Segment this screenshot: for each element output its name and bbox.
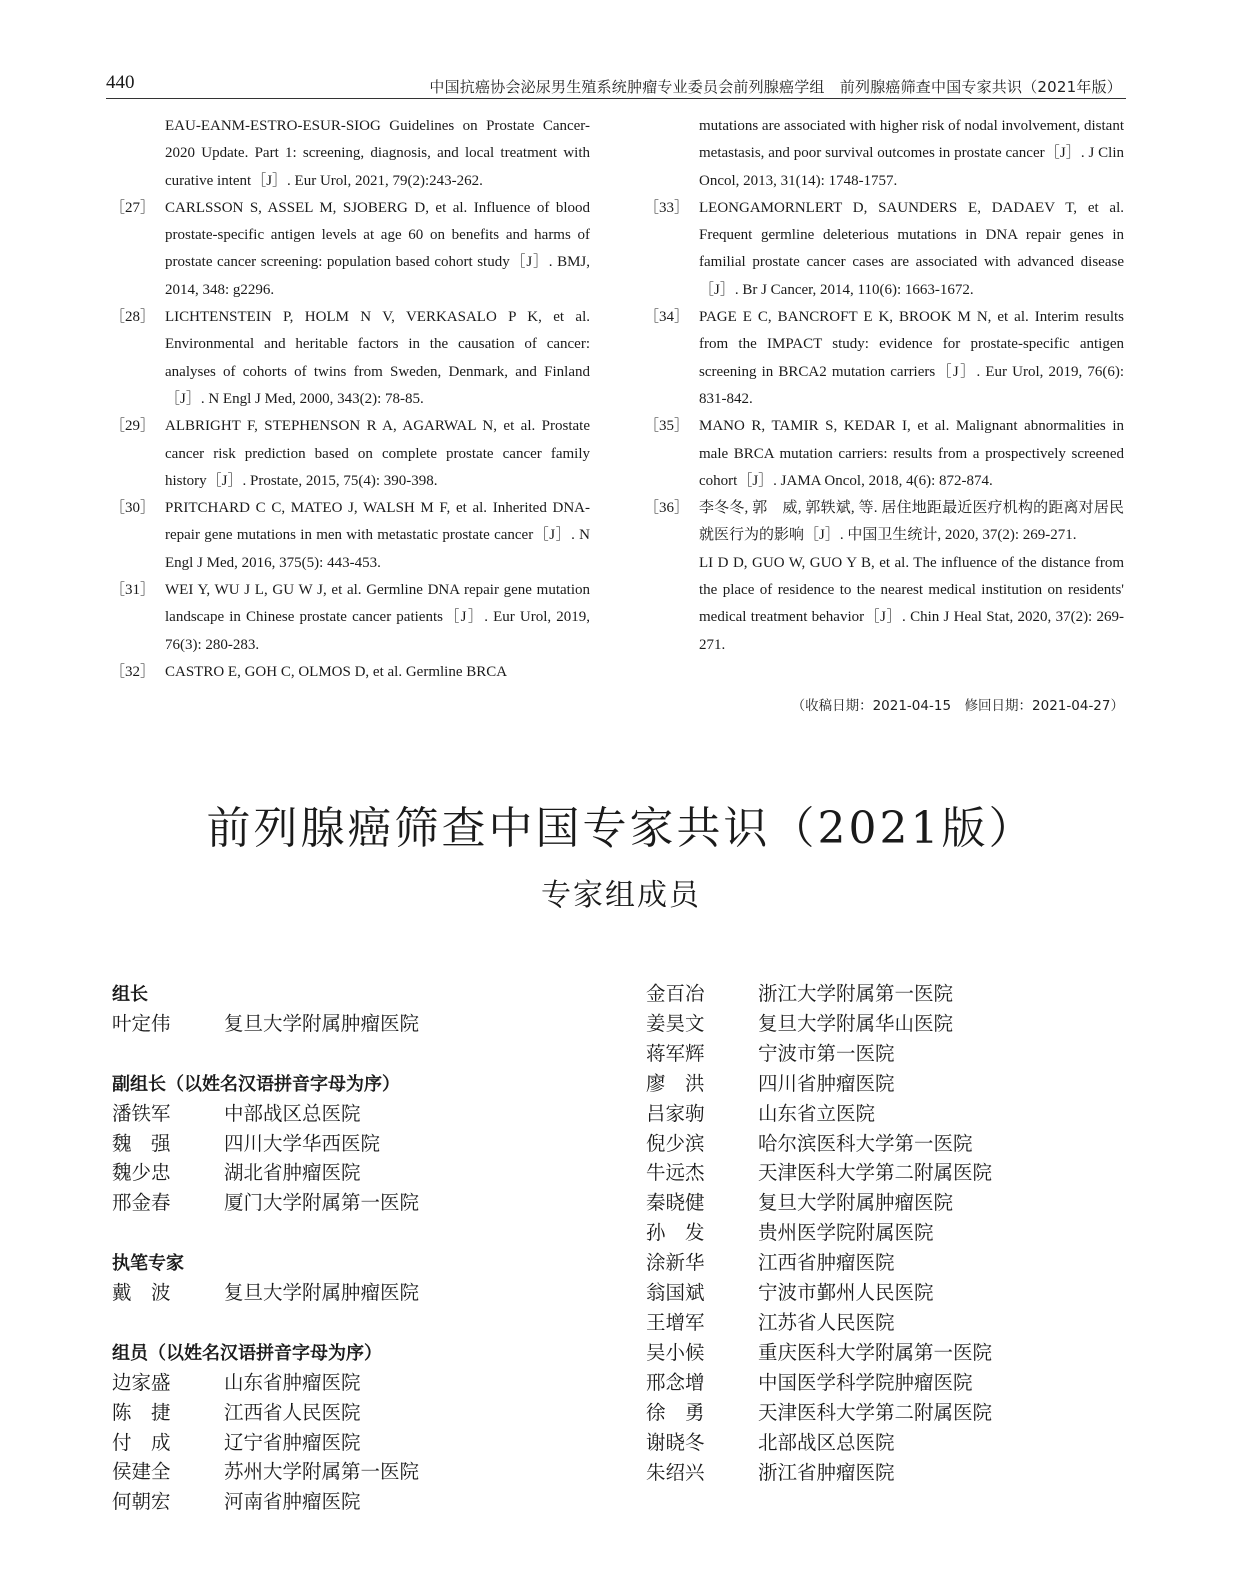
member-name: 邢金春 — [112, 1193, 171, 1215]
member-row — [112, 1399, 592, 1429]
reference-list-left — [110, 113, 590, 686]
reference-number: ［29］ — [110, 418, 156, 435]
member-row — [646, 1339, 1126, 1369]
member-name: 邢念增 — [646, 1372, 705, 1394]
group-heading: 执笔专家 — [112, 1253, 184, 1275]
member-name: 涂新华 — [646, 1253, 705, 1275]
member-affiliation: 苏州大学附属第一医院 — [224, 1462, 420, 1484]
member-name: 孙 发 — [646, 1223, 705, 1245]
reference-number: ［34］ — [644, 309, 690, 326]
member-affiliation: 中部战区总医院 — [224, 1103, 361, 1125]
member-affiliation: 天津医科大学第二附属医院 — [758, 1163, 993, 1185]
member-name: 侯建全 — [112, 1462, 171, 1484]
member-row — [646, 1040, 1126, 1070]
reference-number: ［32］ — [110, 663, 156, 680]
member-name: 陈 捷 — [112, 1402, 171, 1424]
member-affiliation: 江西省人民医院 — [224, 1402, 361, 1424]
member-row — [646, 1070, 1126, 1100]
reference-item — [644, 495, 1124, 550]
member-affiliation: 宁波市第一医院 — [758, 1043, 895, 1065]
reference-text: EAU-EANM-ESTRO-ESUR-SIOG Guidelines on Prostate Cancer-2020 Update. Part 1: screening, diagnosis, and local treatment with curative intent［J］. Eur Urol, 2021, 79(2):243-262. — [165, 118, 590, 189]
member-name: 边家盛 — [112, 1372, 171, 1394]
member-name: 魏 强 — [112, 1133, 171, 1155]
member-name: 吕家驹 — [646, 1103, 705, 1125]
member-affiliation: 浙江大学附属第一医院 — [758, 984, 954, 1005]
member-affiliation: 复旦大学附属肿瘤医院 — [758, 1193, 954, 1215]
member-row — [646, 1249, 1126, 1279]
member-affiliation: 宁波市鄞州人民医院 — [758, 1283, 934, 1305]
group-spacer — [112, 1309, 592, 1339]
member-affiliation: 浙江省肿瘤医院 — [758, 1462, 895, 1484]
member-row — [112, 1159, 592, 1189]
member-affiliation: 中国医学科学院肿瘤医院 — [758, 1372, 973, 1394]
reference-number: ［27］ — [110, 199, 156, 216]
reference-item — [110, 659, 590, 686]
reference-text: mutations are associated with higher risk of nodal involvement, distant metastasis, and poor survival outcomes in prostate cancer［J］. J Clin Oncol, 2013, 31(14): 1748-1757. — [699, 118, 1124, 189]
member-affiliation: 天津医科大学第二附属医院 — [758, 1402, 993, 1424]
reference-number: ［33］ — [644, 199, 690, 216]
reference-item — [110, 195, 590, 304]
group-heading: 组长 — [112, 984, 148, 1005]
group-heading: 副组长（以姓名汉语拼音字母为序） — [112, 1073, 400, 1095]
reference-text: 李冬冬, 郭 威, 郭轶斌, 等. 居住地距最近医疗机构的距离对居民就医行为的影响［J］. 中国卫生统计, 2020, 37(2): 269-271. — [699, 500, 1124, 544]
member-affiliation: 江苏省人民医院 — [758, 1312, 895, 1334]
reference-item — [644, 304, 1124, 413]
reference-text: PRITCHARD C C, MATEO J, WALSH M F, et al. Inherited DNA-repair gene mutations in men with metastatic prostate cancer［J］. N Engl J Med, 2016, 375(5): 443-453. — [165, 500, 590, 571]
reference-number: ［30］ — [110, 500, 156, 517]
document-title: 前列腺癌筛查中国专家共识（2021版） — [206, 803, 1036, 854]
running-head: 中国抗癌协会泌尿男生殖系统肿瘤专业委员会前列腺癌学组 前列腺癌筛查中国专家共识（2021年版） — [429, 78, 1122, 96]
member-row — [646, 1429, 1126, 1459]
member-name: 谢晓冬 — [646, 1432, 705, 1454]
received-dates: （收稿日期：2021-04-15 修回日期：2021-04-27） — [791, 698, 1124, 714]
group-spacer — [112, 1040, 592, 1070]
member-affiliation: 四川大学华西医院 — [224, 1133, 381, 1155]
member-name: 金百冶 — [646, 984, 705, 1005]
member-affiliation: 北部战区总医院 — [758, 1432, 895, 1454]
reference-item — [110, 577, 590, 659]
member-row — [646, 1369, 1126, 1399]
reference-text: LEONGAMORNLERT D, SAUNDERS E, DADAEV T, et al. Frequent germline deleterious mutations in DNA repair genes in familial prostate cancer cases are associated with advanced disease［J］. Br J Cancer, 2014, 110(6): 1663-1672. — [699, 199, 1124, 298]
member-name: 倪少滨 — [646, 1133, 705, 1155]
member-name: 徐 勇 — [646, 1402, 705, 1424]
member-row — [112, 1279, 592, 1309]
reference-item — [110, 413, 590, 495]
member-affiliation: 哈尔滨医科大学第一医院 — [758, 1133, 973, 1155]
reference-text: LICHTENSTEIN P, HOLM N V, VERKASALO P K, et al. Environmental and heritable factors in the causation of cancer: analyses of cohorts of twins from Sweden, Denmark, and Finland［J］. N Engl J Med, 2000, 343(2): 78-85. — [165, 309, 590, 407]
member-row — [646, 1100, 1126, 1130]
document-subtitle: 专家组成员 — [541, 878, 701, 913]
member-name: 戴 波 — [112, 1283, 171, 1305]
member-affiliation: 复旦大学附属华山医院 — [758, 1013, 954, 1035]
member-affiliation: 山东省立医院 — [758, 1103, 876, 1125]
reference-item — [644, 113, 1124, 195]
member-affiliation: 湖北省肿瘤医院 — [224, 1163, 361, 1185]
reference-text: CASTRO E, GOH C, OLMOS D, et al. Germline BRCA — [165, 663, 508, 680]
reference-number: ［28］ — [110, 309, 156, 326]
member-row — [646, 1189, 1126, 1219]
member-affiliation: 四川省肿瘤医院 — [758, 1073, 895, 1095]
member-name: 王增军 — [646, 1312, 705, 1334]
member-row — [646, 1399, 1126, 1429]
member-name: 牛远杰 — [646, 1163, 705, 1185]
member-row — [646, 1309, 1126, 1339]
member-name: 廖 洪 — [646, 1073, 705, 1095]
member-row — [646, 1159, 1126, 1189]
header-rule — [106, 98, 1126, 99]
member-row — [646, 1459, 1126, 1489]
expert-groups-left — [112, 980, 592, 1518]
member-name: 付 成 — [112, 1432, 171, 1454]
reference-list-right — [644, 113, 1124, 659]
reference-item — [110, 304, 590, 413]
member-row — [112, 1100, 592, 1130]
member-row — [646, 1219, 1126, 1249]
reference-item — [644, 413, 1124, 495]
reference-text: CARLSSON S, ASSEL M, SJOBERG D, et al. Influence of blood prostate-specific antigen levels at age 60 on benefits and harms of prostate cancer screening: population based cohort study［J］. BMJ, 2014, 348: g2296. — [165, 199, 590, 298]
member-affiliation: 江西省肿瘤医院 — [758, 1253, 895, 1275]
member-row — [646, 1130, 1126, 1160]
group-spacer — [112, 1219, 592, 1249]
member-name: 何朝宏 — [112, 1492, 171, 1514]
member-row — [112, 1130, 592, 1160]
member-affiliation: 厦门大学附属第一医院 — [224, 1193, 420, 1215]
reference-item — [644, 195, 1124, 304]
reference-item — [110, 113, 590, 195]
member-affiliation: 重庆医科大学附属第一医院 — [758, 1342, 993, 1364]
member-row — [112, 1010, 592, 1040]
member-affiliation: 辽宁省肿瘤医院 — [224, 1432, 361, 1454]
member-affiliation: 贵州医学院附属医院 — [758, 1223, 934, 1245]
member-name: 蒋军辉 — [646, 1043, 705, 1065]
group-heading: 组员（以姓名汉语拼音字母为序） — [112, 1342, 382, 1364]
member-name: 叶定伟 — [112, 1013, 171, 1035]
reference-number: ［31］ — [110, 582, 156, 599]
member-name: 朱绍兴 — [646, 1462, 705, 1484]
member-name: 吴小候 — [646, 1342, 705, 1364]
member-name: 魏少忠 — [112, 1163, 171, 1185]
member-row — [646, 1279, 1126, 1309]
expert-members-right — [646, 980, 1126, 1488]
reference-text: LI D D, GUO W, GUO Y B, et al. The influence of the distance from the place of residence to the nearest medical institution on residents' medical treatment behavior［J］. Chin J Heal Stat, 2020, 37(2): 269-271. — [699, 554, 1124, 653]
reference-text: MANO R, TAMIR S, KEDAR I, et al. Malignant abnormalities in male BRCA mutation carriers: results from a prospectively screened cohort［J］. JAMA Oncol, 2018, 4(6): 872-874. — [699, 418, 1124, 489]
member-name: 潘铁军 — [112, 1103, 171, 1125]
reference-text: ALBRIGHT F, STEPHENSON R A, AGARWAL N, et al. Prostate cancer risk prediction based on complete prostate cancer family history［J］. Prostate, 2015, 75(4): 390-398. — [165, 418, 590, 489]
reference-number: ［35］ — [644, 418, 690, 435]
reference-text: WEI Y, WU J L, GU W J, et al. Germline DNA repair gene mutation landscape in Chinese prostate cancer patients［J］. Eur Urol, 2019, 76(3): 280-283. — [165, 582, 590, 653]
reference-text: PAGE E C, BANCROFT E K, BROOK M N, et al. Interim results from the IMPACT study: evidence for prostate-specific antigen screening in BRCA2 mutation carriers［J］. Eur Urol, 2019, 76(6): 831-842. — [699, 309, 1124, 407]
member-row — [112, 1429, 592, 1459]
member-row — [646, 980, 1126, 1010]
reference-item — [644, 550, 1124, 659]
reference-number: ［36］ — [644, 500, 690, 517]
member-name: 姜昊文 — [646, 1013, 705, 1035]
member-row — [112, 1369, 592, 1399]
reference-item — [110, 495, 590, 577]
member-affiliation: 复旦大学附属肿瘤医院 — [224, 1013, 420, 1035]
member-affiliation: 复旦大学附属肿瘤医院 — [224, 1283, 420, 1305]
member-affiliation: 河南省肿瘤医院 — [224, 1492, 361, 1514]
member-row — [646, 1010, 1126, 1040]
member-name: 秦晓健 — [646, 1193, 705, 1215]
member-row — [112, 1488, 592, 1518]
page-number: 440 — [106, 72, 135, 93]
member-affiliation: 山东省肿瘤医院 — [224, 1372, 361, 1394]
member-row — [112, 1189, 592, 1219]
member-row — [112, 1458, 592, 1488]
member-name: 翁国斌 — [646, 1283, 705, 1305]
